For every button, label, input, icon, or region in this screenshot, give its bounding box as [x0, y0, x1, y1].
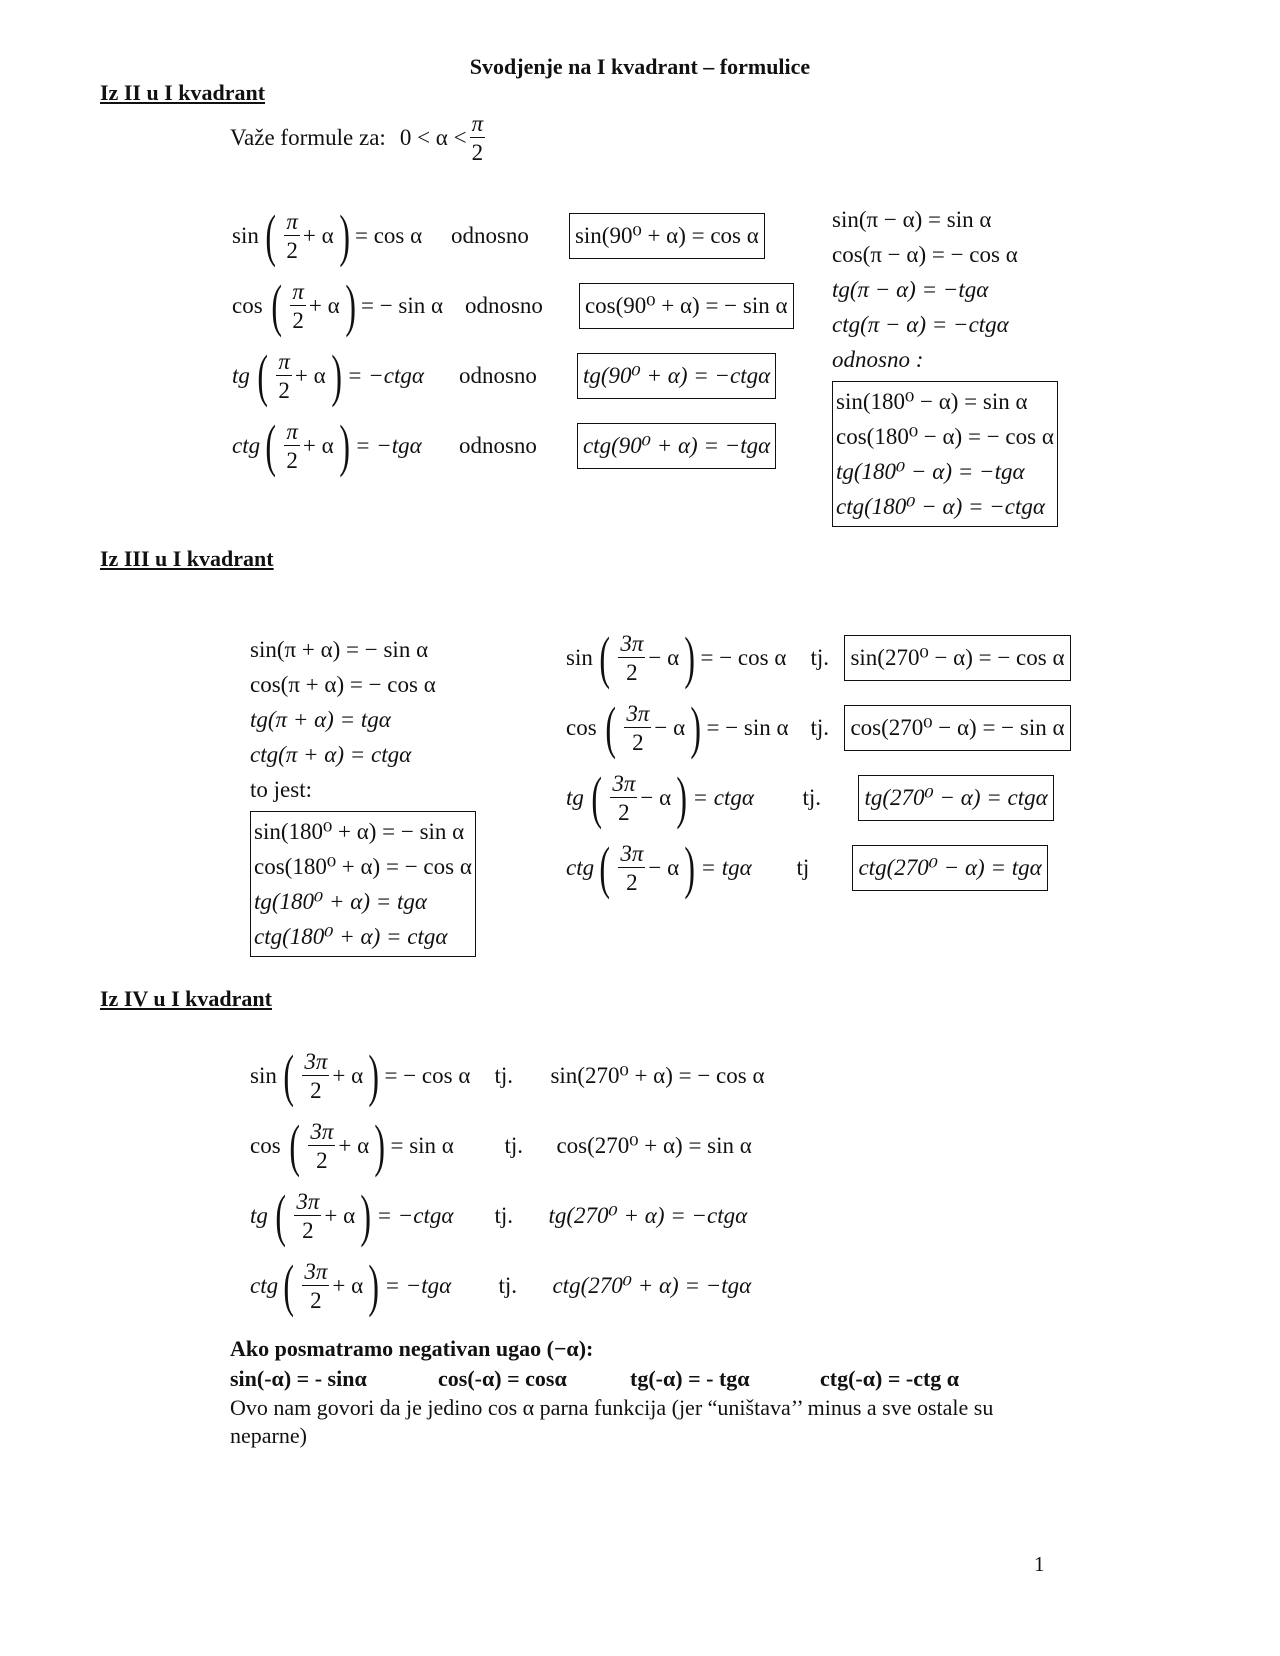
- term: + α: [302, 223, 334, 248]
- section-heading-iv: Iz IV u I kvadrant: [100, 986, 272, 1011]
- boxed-line: sin(180⁰ − α) = sin α: [836, 388, 1028, 414]
- connector: tj: [796, 855, 810, 880]
- fraction: $\frac{3\pi}{2}$: [304, 1259, 328, 1313]
- s3-row-sin: [250, 1044, 765, 1108]
- page-number: 1: [1034, 1552, 1045, 1576]
- paren-close: ): [368, 1043, 380, 1108]
- negative-formulas: [230, 1366, 959, 1392]
- term: − α: [648, 645, 680, 670]
- negative-note: Ovo nam govori da je jedino cos α parna funkcija (jer “uništava’’ minus a sve ostale su neparne): [230, 1395, 994, 1448]
- connector: tj.: [494, 1203, 513, 1228]
- s1-right-column: [832, 202, 1058, 527]
- fraction: $\frac{\pi}{2}$: [278, 349, 290, 403]
- left-line: sin(π + α) = − sin α: [250, 636, 429, 662]
- negative-heading: Ako posmatramo negativan ugao (−α):: [230, 1336, 594, 1361]
- func: sin: [566, 645, 593, 670]
- paren-open: (: [599, 835, 610, 900]
- s1-row-sin: [232, 204, 794, 268]
- result: = cos α: [354, 223, 423, 248]
- connector: tj.: [810, 715, 829, 740]
- paren-open: (: [275, 1183, 286, 1248]
- to-jest: to jest:: [250, 776, 312, 802]
- boxed-formula: ctg(90⁰ + α) = −tgα: [577, 423, 776, 469]
- right-boxed-group: [832, 381, 1058, 527]
- result: = − cos α: [700, 645, 787, 670]
- result: = −ctgα: [346, 363, 424, 388]
- result: = −tgα: [384, 1273, 452, 1298]
- neg-formula-cos: cos(-α) = cosα: [438, 1366, 567, 1391]
- paren-open: (: [257, 343, 268, 408]
- left-line: ctg(π + α) = ctgα: [250, 741, 412, 767]
- func: tg: [232, 363, 250, 388]
- boxed-line: cos(180⁰ − α) = − cos α: [836, 423, 1054, 449]
- left-line: cos(π + α) = − cos α: [250, 671, 436, 697]
- paren-close: ): [684, 625, 696, 690]
- paren-close: ): [330, 343, 342, 408]
- result: = tgα: [700, 855, 752, 880]
- connector: tj.: [494, 1063, 513, 1088]
- section-heading-ii: Iz II u I kvadrant: [100, 80, 266, 105]
- s3-row-ctg: [250, 1254, 765, 1318]
- result: = sin α: [390, 1133, 454, 1158]
- result: = ctgα: [692, 785, 754, 810]
- boxed-formula: cos(90⁰ + α) = − sin α: [579, 283, 794, 329]
- term: − α: [654, 715, 686, 740]
- s1-formula-list: [232, 204, 794, 478]
- term: + α: [324, 1203, 356, 1228]
- func: sin: [250, 1063, 277, 1088]
- equivalent: ctg(270⁰ + α) = −tgα: [552, 1273, 752, 1298]
- boxed-formula: cos(270⁰ − α) = − sin α: [844, 705, 1070, 751]
- connector: odnosno: [450, 223, 529, 248]
- boxed-line: ctg(180⁰ + α) = ctgα: [254, 923, 448, 949]
- term: + α: [294, 363, 326, 388]
- term: + α: [338, 1133, 370, 1158]
- term: + α: [332, 1063, 364, 1088]
- right-line: cos(π − α) = − cos α: [832, 241, 1018, 267]
- fraction: $\frac{\pi}{2}$: [286, 209, 298, 263]
- equivalent: tg(270⁰ + α) = −ctgα: [548, 1203, 748, 1228]
- boxed-formula: ctg(270⁰ − α) = tgα: [852, 845, 1047, 891]
- neg-formula-sin: sin(-α) = - sinα: [230, 1366, 367, 1391]
- fraction: $\frac{3\pi}{2}$: [620, 631, 644, 685]
- connector: tj.: [498, 1273, 517, 1298]
- right-line: sin(π − α) = sin α: [832, 206, 992, 232]
- left-line: tg(π + α) = tgα: [250, 706, 391, 732]
- boxed-formula: tg(270⁰ − α) = ctgα: [858, 775, 1053, 821]
- boxed-line: tg(180⁰ − α) = −tgα: [836, 458, 1025, 484]
- paren-close: ): [690, 695, 702, 760]
- s3-row-cos: [250, 1114, 765, 1178]
- neg-formula-tg: tg(-α) = - tgα: [630, 1366, 750, 1391]
- result: = −ctgα: [376, 1203, 454, 1228]
- right-line: ctg(π − α) = −ctgα: [832, 311, 1009, 337]
- paren-close: ): [368, 1253, 380, 1318]
- s1-row-ctg: [232, 414, 794, 478]
- s2-row-sin: [566, 626, 1071, 690]
- condition-expr: 0 < α <: [399, 125, 467, 150]
- result: = − sin α: [360, 293, 444, 318]
- fraction: $\frac{3\pi}{2}$: [612, 771, 636, 825]
- func: ctg: [232, 433, 261, 458]
- paren-close: ): [344, 273, 356, 338]
- func: tg: [250, 1203, 268, 1228]
- boxed-formula: sin(90⁰ + α) = cos α: [569, 213, 765, 259]
- fraction: $\frac{\pi}{2}$: [286, 419, 298, 473]
- paren-close: ): [338, 203, 350, 268]
- term: + α: [302, 433, 334, 458]
- right-line: tg(π − α) = −tgα: [832, 276, 989, 302]
- s1-row-cos: [232, 274, 794, 338]
- connector: odnosno: [458, 363, 537, 388]
- paren-open: (: [271, 273, 282, 338]
- paren-close: ): [684, 835, 696, 900]
- page-title: Svodjenje na I kvadrant – formulice: [469, 54, 811, 79]
- paren-open: (: [591, 765, 602, 830]
- neg-formula-ctg: ctg(-α) = -ctg α: [820, 1366, 960, 1391]
- paren-close: ): [374, 1113, 386, 1178]
- paren-open: (: [283, 1253, 294, 1318]
- connector: tj.: [504, 1133, 523, 1158]
- func: ctg: [566, 855, 595, 880]
- boxed-formula: tg(90⁰ + α) = −ctgα: [577, 353, 776, 399]
- s3-formula-list: [250, 1044, 765, 1318]
- paren-open: (: [289, 1113, 300, 1178]
- connector: tj.: [802, 785, 821, 810]
- paren-open: (: [605, 695, 616, 760]
- boxed-line: tg(180⁰ + α) = tgα: [254, 888, 428, 914]
- equivalent: cos(270⁰ + α) = sin α: [556, 1133, 752, 1158]
- paren-close: ): [360, 1183, 372, 1248]
- fraction: $\frac{3\pi}{2}$: [626, 701, 650, 755]
- s1-row-tg: [232, 344, 794, 408]
- result: = − sin α: [706, 715, 789, 740]
- paren-open: (: [265, 203, 276, 268]
- connector: tj.: [810, 645, 829, 670]
- section-heading-iii: Iz III u I kvadrant: [100, 546, 274, 571]
- fraction: $\frac{3\pi}{2}$: [310, 1119, 334, 1173]
- func: cos: [250, 1133, 281, 1158]
- result: = −tgα: [354, 433, 422, 458]
- condition: [230, 112, 488, 164]
- boxed-line: sin(180⁰ + α) = − sin α: [254, 818, 465, 844]
- boxed-line: ctg(180⁰ − α) = −ctgα: [836, 493, 1045, 519]
- paren-open: (: [265, 413, 276, 478]
- func: tg: [566, 785, 584, 810]
- pi-over-two: $\frac{\pi}{2}$: [471, 111, 484, 165]
- func: cos: [566, 715, 597, 740]
- fraction: $\frac{3\pi}{2}$: [620, 841, 644, 895]
- paren-open: (: [283, 1043, 294, 1108]
- right-connector: odnosno :: [832, 346, 924, 372]
- func: cos: [232, 293, 263, 318]
- condition-label: Važe formule za:: [230, 125, 386, 150]
- paren-close: ): [676, 765, 688, 830]
- boxed-formula: sin(270⁰ − α) = − cos α: [844, 635, 1070, 681]
- equivalent: sin(270⁰ + α) = − cos α: [550, 1063, 765, 1088]
- term: + α: [332, 1273, 364, 1298]
- left-boxed-group: [250, 811, 476, 957]
- connector: odnosno: [458, 433, 537, 458]
- paren-close: ): [338, 413, 350, 478]
- s2-row-cos: [566, 696, 1071, 760]
- fraction: $\frac{3\pi}{2}$: [304, 1049, 328, 1103]
- term: − α: [640, 785, 672, 810]
- term: − α: [648, 855, 680, 880]
- s3-row-tg: [250, 1184, 765, 1248]
- s2-left-column: [250, 632, 476, 957]
- s2-formula-list: [566, 626, 1071, 900]
- result: = − cos α: [384, 1063, 471, 1088]
- paren-open: (: [599, 625, 610, 690]
- s2-row-ctg: [566, 836, 1071, 900]
- fraction: $\frac{3\pi}{2}$: [296, 1189, 320, 1243]
- func: ctg: [250, 1273, 279, 1298]
- boxed-line: cos(180⁰ + α) = − cos α: [254, 853, 472, 879]
- term: + α: [308, 293, 340, 318]
- connector: odnosno: [464, 293, 543, 318]
- func: sin: [232, 223, 259, 248]
- s2-row-tg: [566, 766, 1071, 830]
- fraction: $\frac{\pi}{2}$: [292, 279, 304, 333]
